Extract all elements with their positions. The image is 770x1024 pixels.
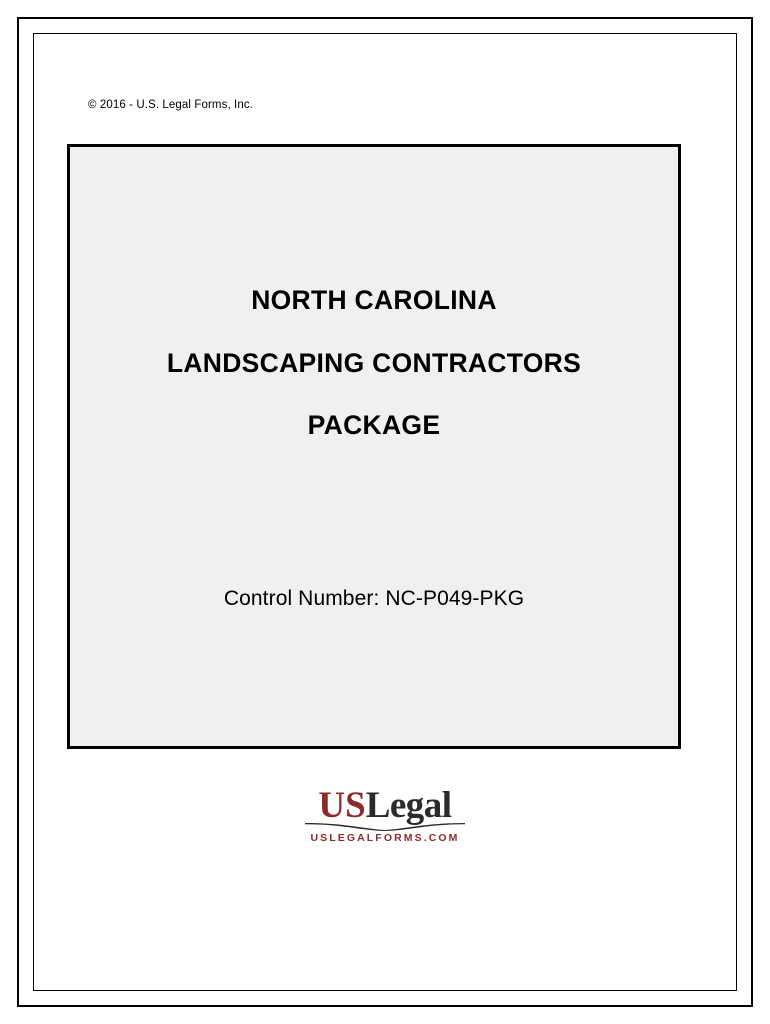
document-page-outer-border [17,17,753,1007]
cover-title-group [70,287,678,439]
logo-wordmark [34,786,736,824]
cover-title-line-3: PACKAGE [307,410,441,440]
copyright-notice: © 2016 - U.S. Legal Forms, Inc. [88,99,253,111]
cover-title-line-1: NORTH CAROLINA [251,285,497,315]
logo-legal-text: Legal [365,785,452,826]
logo-tagline: USLEGALFORMS.COM [310,832,460,844]
cover-title-line-2: LANDSCAPING CONTRACTORS [166,347,582,378]
document-content [34,34,736,990]
cover-title-box [67,144,681,749]
logo-us-text: US [318,785,366,826]
control-number: Control Number: NC-P049-PKG [223,587,525,610]
uslegal-logo [34,786,736,844]
document-page-inner-border [33,33,737,991]
